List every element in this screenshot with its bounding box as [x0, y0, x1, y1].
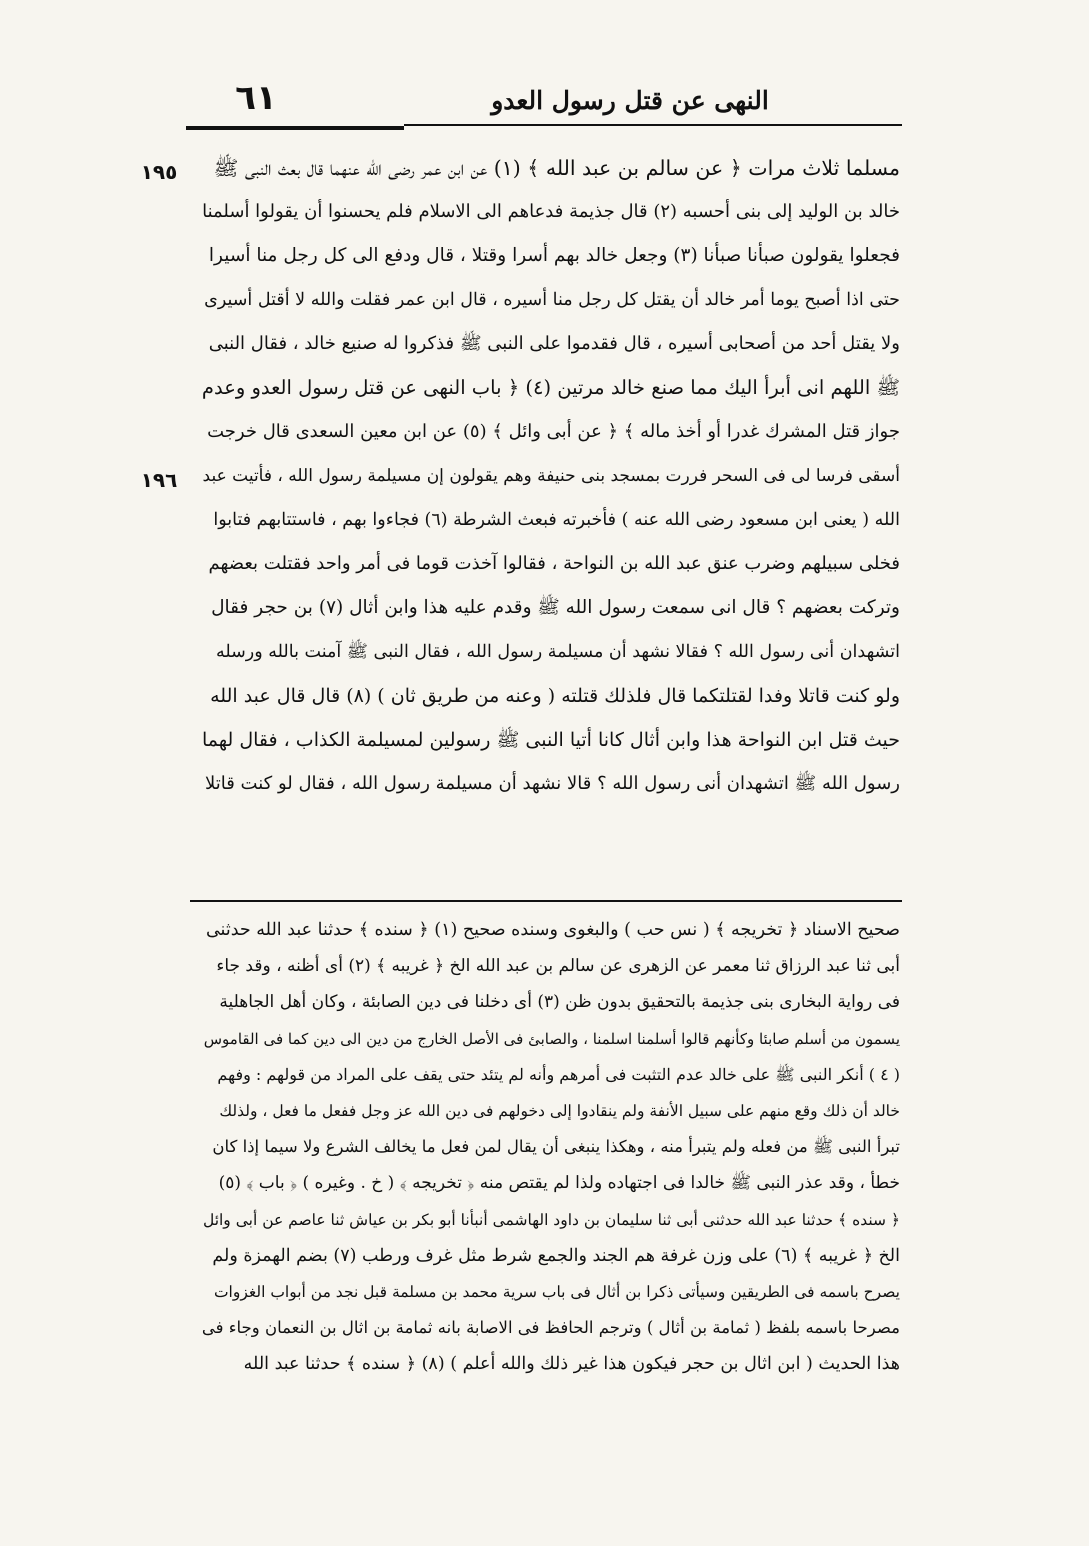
- footnote-line: هذا الحديث ( ابن اثال بن حجر فيكون هذا غير ذلك والله أعلم ) (٨) ﴿ سنده ﴾ حدثنا عبد الله: [243, 1354, 900, 1375]
- footnote-line: مصرحا باسمه بلفظ ( ثمامة بن أثال ) وترجم الحافظ فى الاصابة بانه ثمامة بن اثال بن النعمان وجاء فى: [201, 1318, 900, 1338]
- footnote-separator: [190, 900, 902, 902]
- footnote-line: فى رواية البخارى بنى جذيمة بالتحقيق بدون ظن (٣) أى دخلنا فى دين الصابئة ، وكان أهل الجاهلية: [219, 992, 900, 1013]
- footnotes: [200, 912, 900, 1382]
- footnote-line: أبى ثنا عبد الرزاق ثنا معمر عن الزهرى عن سالم بن عبد الله الخ ﴿ غريبه ﴾ (٢) أى أظنه ، وقد جاء: [216, 956, 900, 977]
- hadith-number-195: ١٩٥: [140, 160, 178, 184]
- main-line: أسقى فرسا لى فى السحر فررت بمسجد بنى حنيفة وهم يقولون إن مسيلمة رسول الله ، فأتيت عبد: [202, 466, 900, 486]
- hadith-number-196: ١٩٦: [140, 468, 178, 492]
- main-line: مسلما ثلاث مرات ﴿ عن سالم بن عبد الله ﴾ (١) عن ابن عمر رضى الله عنهما قال بعث النبى ﷺ: [213, 156, 900, 180]
- footnote-line: تبرأ النبى ﷺ من فعله ولم يتبرأ منه ، وهكذا ينبغى أن يقال لمن فعل ما يخالف الشرع ولا سيما إذا كان: [212, 1137, 900, 1157]
- main-line: خالد بن الوليد إلى بنى أحسبه (٢) قال جذيمة فدعاهم الى الاسلام فلم يحسنوا أن يقولوا أسلمنا: [202, 201, 900, 222]
- main-line: الله ( يعنى ابن مسعود رضى الله عنه ) فأخبرته فبعث الشرطة (٦) فجاءوا بهم ، فاستتابهم فتابوا: [213, 510, 900, 530]
- main-line: ﷺ اللهم انى أبرأ اليك مما صنع خالد مرتين (٤) ﴿ باب النهى عن قتل رسول العدو وعدم: [201, 376, 900, 399]
- main-line: حتى اذا أصبح يوما أمر خالد أن يقتل كل رجل منا أسيره ، قال ابن عمر فقلت والله لا أقتل أسيرى: [204, 290, 900, 310]
- footnote-line: ( ٤ ) أنكر النبى ﷺ على خالد عدم التثبت فى أمرهم وأنه لم يتئد حتى يقف على المراد من قولهم : وفهم: [217, 1064, 900, 1084]
- main-line: جواز قتل المشرك غدرا أو أخذ ماله ﴾ ﴿ عن أبى وائل ﴾ (٥) عن ابن معين السعدى قال خرجت: [207, 421, 900, 442]
- footnote-line: خالد أن ذلك وقع منهم على سبيل الأنفة ولم ينقادوا إلى دخولهم فى دين الله عز وجل ففعل ما فعل ، ولذلك: [219, 1101, 900, 1120]
- header-rule-right: [404, 124, 902, 126]
- main-line: وتركت بعضهم ؟ قال انى سمعت رسول الله ﷺ وقدم عليه هذا وابن أثال (٧) بن حجر فقال: [211, 597, 900, 618]
- footnote-line: صحيح الاسناد ﴿ تخريجه ﴾ ( نس حب ) والبغوى وسنده صحيح (١) ﴿ سنده ﴾ حدثنا عبد الله حدثنى: [205, 920, 900, 940]
- main-line: رسول الله ﷺ اتشهدان أنى رسول الله ؟ قالا نشهد أن مسيلمة رسول الله ، فقال لو كنت قاتلا: [205, 773, 900, 794]
- main-line: فخلى سبيلهم وضرب عنق عبد الله بن النواحة ، فقالوا آخذت قوما فى أمر واحد فقتلت بعضهم: [208, 553, 900, 574]
- page-title: النهى عن قتل رسول العدو: [491, 86, 769, 115]
- main-line: ولا يقتل أحد من أصحابى أسيره ، قال فقدموا على النبى ﷺ فذكروا له صنيع خالد ، فقال النبى: [208, 333, 900, 354]
- main-line: ولو كنت قاتلا وفدا لقتلتكما قال فلذلك قتلته ( وعنه من طريق ثان ) (٨) قال قال عبد الله: [210, 685, 900, 707]
- main-line: اتشهدان أنى رسول الله ؟ فقالا نشهد أن مسيلمة رسول الله ، فقال النبى ﷺ آمنت بالله ورسله: [215, 642, 900, 662]
- footnote-line: الخ ﴿ غريبه ﴾ (٦) على وزن غرفة هم الجند والجمع شرط مثل غرف ورطب (٧) بضم الهمزة ولم: [212, 1245, 900, 1266]
- footnote-line: ﴿ سنده ﴾ حدثنا عبد الله حدثنى أبى ثنا سليمان بن داود الهاشمى أنبأنا أبو بكر بن عياش ثنا عاصم عن أبى وائل: [202, 1210, 900, 1229]
- main-line: فجعلوا يقولون صبأنا صبأنا (٣) وجعل خالد بهم أسرا وقتلا ، قال ودفع الى كل رجل منا أسيرا: [208, 245, 900, 266]
- page-number: ٦١: [235, 78, 277, 118]
- header-rule-left: [186, 126, 404, 130]
- main-text: [200, 146, 900, 806]
- footnote-line: يسمون من أسلم صابئا وكأنهم قالوا أسلمنا اسلمنا ، والصابئ فى الأصل الخارج من دين الى دين كما فى القاموس: [203, 1029, 900, 1048]
- footnote-line: خطأ ، وقد عذر النبى ﷺ خالدا فى اجتهاده ولذا لم يقتص منه ﴿ تخريجه ﴾ ( خ . وغيره ) ﴿ باب ﴾ (٥): [218, 1173, 900, 1194]
- footnote-line: يصرح باسمه فى الطريقين وسيأتى ذكرا بن أثال فى باب سرية محمد بن مسلمة قبل نجد من أبواب الغزوات: [213, 1282, 900, 1301]
- main-line: حيث قتل ابن النواحة هذا وابن أثال كانا أتيا النبى ﷺ رسولين لمسيلمة الكذاب ، فقال لهما: [201, 729, 900, 751]
